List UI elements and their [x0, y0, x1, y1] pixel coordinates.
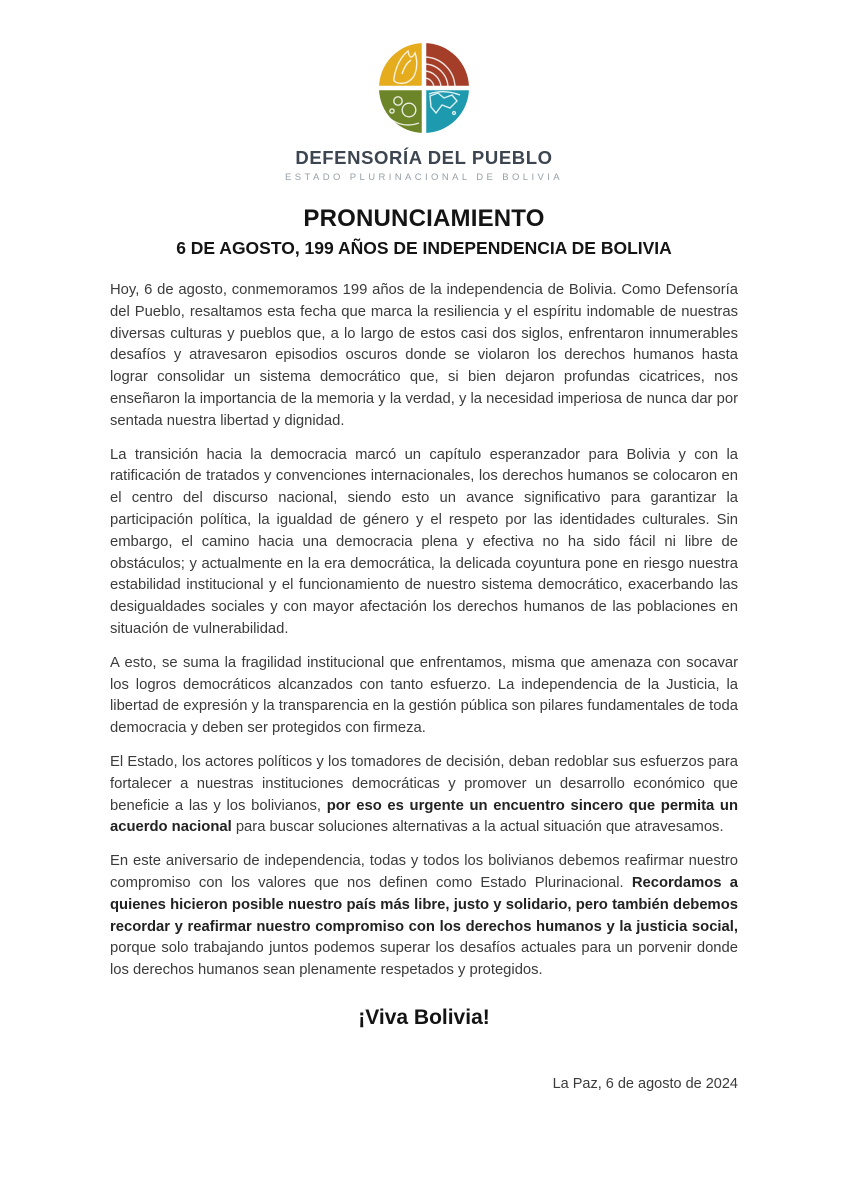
body-paragraph	[110, 752, 738, 839]
text-run: Hoy, 6 de agosto, conmemoramos 199 años de la independencia de Bolivia. Como Defensoría del Pueblo, resaltamos esta fecha que marca la resiliencia y el espíritu indomable de nuestras diversas culturas y pueblos que, a lo largo de estos casi dos siglos, enfrentaron innumerables desafíos y atravesaron episodios oscuros donde se violaron los derechos humanos hasta lograr consolidar un sistema democrático que, si bien dejaron profundas cicatrices, nos enseñaron la importancia de la memoria y la verdad, y la necesidad imperiosa de nunca dar por sentada nuestra libertad y dignidad.	[110, 282, 738, 429]
body-paragraph	[110, 851, 738, 982]
defensoria-del-pueblo-logo-icon	[374, 38, 474, 138]
closing-slogan: ¡Viva Bolivia!	[358, 1005, 490, 1029]
text-run: El Estado, los actores políticos y los tomadores de decisión, deban redoblar sus esfuerzos para fortalecer a nuestras instituciones democráticas y promover un desarrollo económico que beneficie a las y los bolivianos,	[110, 753, 738, 814]
document-body	[110, 280, 738, 982]
body-paragraph	[110, 280, 738, 433]
text-run: para buscar soluciones alternativas a la actual situación que atravesamos.	[231, 819, 724, 836]
dateline: La Paz, 6 de agosto de 2024	[552, 1075, 738, 1092]
org-tagline: ESTADO PLURINACIONAL DE BOLIVIA	[284, 172, 564, 183]
body-paragraph	[110, 445, 738, 641]
org-name: DEFENSORÍA DEL PUEBLO	[295, 147, 553, 168]
masthead	[0, 0, 848, 183]
text-run: porque solo trabajando juntos podemos superar los desafíos actuales para un porvenir donde los derechos humanos sean plenamente respetados y protegidos.	[110, 940, 738, 979]
document-subtitle: 6 DE AGOSTO, 199 AÑOS DE INDEPENDENCIA DE BOLIVIA	[176, 238, 672, 258]
text-run: A esto, se suma la fragilidad institucional que enfrentamos, misma que amenaza con socavar los logros democráticos alcanzados con tanto esfuerzo. La independencia de la Justicia, la libertad de expresión y la transparencia en la gestión pública son pilares fundamentales de toda democracia y deben ser protegidos con firmeza.	[110, 654, 738, 737]
bold-text-run: por eso es urgente un encuentro sincero que permita un acuerdo nacional	[110, 797, 738, 836]
text-run: En este aniversario de independencia, todas y todos los bolivianos debemos reafirmar nuestro compromiso con los valores que nos definen como Estado Plurinacional.	[110, 853, 738, 891]
body-paragraph	[110, 653, 738, 740]
document-title: PRONUNCIAMIENTO	[303, 205, 545, 232]
bold-text-run: Recordamos a quienes hicieron posible nuestro país más libre, justo y solidario, pero también debemos recordar y reafirmar nuestro compromiso con los derechos humanos y la justicia social,	[110, 874, 738, 935]
text-run: La transición hacia la democracia marcó un capítulo esperanzador para Bolivia y con la ratificación de tratados y convenciones internacionales, los derechos humanos se colocaron en el centro del discurso nacional, siendo esto un avance significativo para garantizar la participación política, la igualdad de género y el respeto por las identidades culturales. Sin embargo, el camino hacia una democracia plena y efectiva no ha sido fácil ni libre de obstáculos; y actualmente en la era democrática, la delicada coyuntura pone en riesgo nuestra estabilidad institucional y el funcionamiento de nuestro sistema democrático, exacerbando las desigualdades sociales y con mayor afectación los derechos humanos de las poblaciones en situación de vulnerabilidad.	[110, 446, 738, 637]
